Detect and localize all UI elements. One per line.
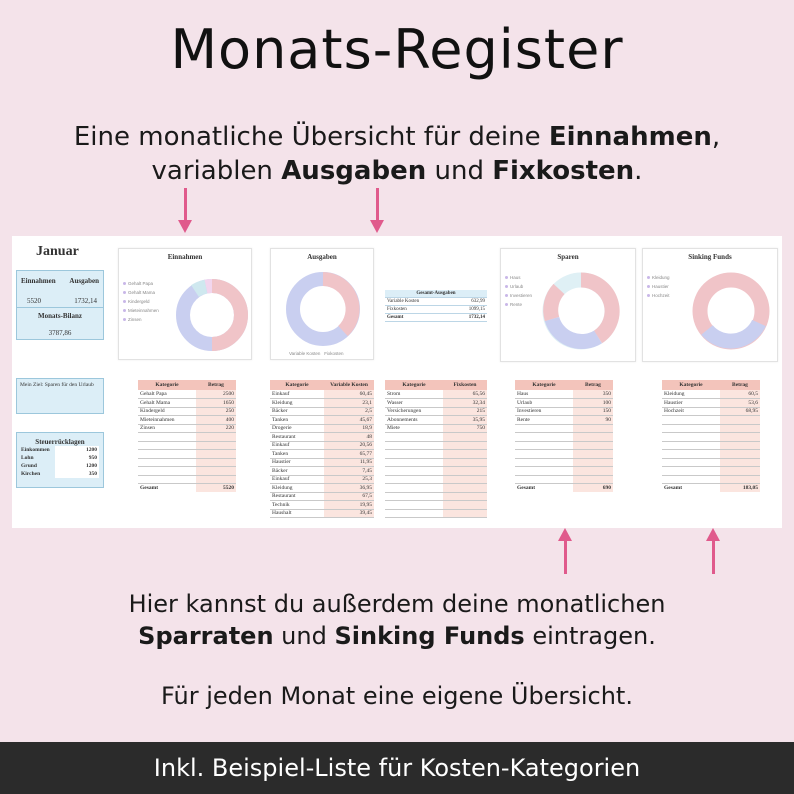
- table-row: [138, 390, 236, 399]
- cell: Miete: [385, 424, 443, 433]
- cell: 400: [196, 416, 236, 425]
- arrow-down-icon: [178, 188, 192, 234]
- footer-banner: Inkl. Beispiel-Liste für Kosten-Kategorien: [0, 742, 794, 794]
- chart-title: Sinking Funds: [688, 253, 732, 261]
- cell: Bäcker: [270, 407, 324, 416]
- table-row: [138, 407, 236, 416]
- donut-segment: [212, 286, 241, 344]
- legend-item: Haustier: [647, 282, 670, 291]
- subtitle-text: ,: [711, 122, 721, 152]
- donut-segment: [552, 319, 598, 342]
- cell: 23,1: [324, 399, 374, 408]
- table-row: [385, 407, 487, 416]
- cell: 65,77: [324, 450, 374, 459]
- col-header: Fixkosten: [443, 380, 487, 390]
- steuer-row: [17, 462, 103, 470]
- einnahmen-label: Einnahmen: [21, 277, 56, 285]
- chart-title: Sparen: [557, 253, 579, 261]
- einnahmen-table: [138, 380, 236, 492]
- cell: Technik: [270, 501, 324, 510]
- cell: 750: [443, 424, 487, 433]
- cell: 2,5: [324, 407, 374, 416]
- steuer-row: [17, 470, 103, 478]
- legend-item: Fixkosten: [324, 351, 344, 356]
- legend-item: Haus: [505, 273, 532, 282]
- chart-title: Ausgaben: [307, 253, 337, 261]
- cell: Rente: [515, 416, 573, 425]
- bottom-text: [0, 588, 794, 652]
- cell: Drogerie: [270, 424, 324, 433]
- cell: 60,45: [324, 390, 374, 399]
- steuer-value: 350: [55, 470, 99, 478]
- legend-item: Mieteinnahmen: [123, 306, 159, 315]
- donut-segment: [581, 280, 612, 337]
- bottom-text-part: eintragen.: [524, 622, 656, 650]
- cell: Einkauf: [270, 441, 324, 450]
- cell: Restaurant: [270, 433, 324, 442]
- cell: 20,56: [324, 441, 374, 450]
- col-header: Kategorie: [385, 380, 443, 390]
- cell: Haushalt: [270, 509, 324, 518]
- cell: Zinsen: [138, 424, 196, 433]
- cell: Gesamt: [140, 485, 159, 491]
- col-header: Kategorie: [515, 380, 573, 390]
- total-row: [662, 484, 760, 493]
- bottom-bold-sparraten: Sparraten: [138, 622, 274, 650]
- chart-legend: [123, 279, 159, 324]
- cell: 68,95: [720, 407, 760, 416]
- cell: Restaurant: [270, 492, 324, 501]
- cell: Kleidung: [662, 390, 720, 399]
- goal-box: Mein Ziel: Sparen für den Urlaub: [16, 378, 104, 414]
- cell: 250: [196, 407, 236, 416]
- cell: 67,5: [324, 492, 374, 501]
- summary-box: [16, 270, 104, 340]
- cell: 53,6: [720, 399, 760, 408]
- cell: 90: [573, 416, 613, 425]
- cell: Haus: [515, 390, 573, 399]
- table-row: [270, 399, 374, 408]
- donut-chart: [687, 267, 775, 355]
- ausgaben-label: Ausgaben: [69, 277, 99, 285]
- col-header: Betrag: [573, 380, 613, 390]
- cell: Urlaub: [515, 399, 573, 408]
- donut-segment: [707, 323, 759, 341]
- table-row: [662, 407, 760, 416]
- table-row: [662, 390, 760, 399]
- steuer-row: [17, 446, 103, 454]
- cell: 45,67: [324, 416, 374, 425]
- cell: 100: [573, 399, 613, 408]
- cell: 60,5: [720, 390, 760, 399]
- cell: 220: [196, 424, 236, 433]
- col-header: Kategorie: [138, 380, 196, 390]
- table-row: [515, 407, 613, 416]
- arrow-up-icon: [558, 528, 572, 574]
- table-row: [270, 424, 374, 433]
- table-row: [270, 509, 374, 518]
- legend-item: Rente: [505, 300, 532, 309]
- table-row: [515, 390, 613, 399]
- cell: Kleidung: [270, 399, 324, 408]
- cell: Tanken: [270, 450, 324, 459]
- table-row: [662, 399, 760, 408]
- subtitle-text: und: [426, 156, 493, 186]
- variable-kosten-table: [270, 380, 374, 518]
- donut-chart: [283, 269, 363, 349]
- cell: 32,34: [443, 399, 487, 408]
- cell: 215: [443, 407, 487, 416]
- subtitle-text: variablen: [151, 156, 282, 186]
- sinking-funds-table: [662, 380, 760, 492]
- gesamt-key: Fixkosten: [385, 306, 450, 314]
- cell: Mieteinnahmen: [138, 416, 196, 425]
- donut-segment: [323, 279, 353, 331]
- steuer-box: [16, 432, 104, 488]
- bilanz-value: 3787,86: [48, 329, 72, 337]
- legend-item: Zinsen: [123, 315, 159, 324]
- cell: 18,9: [324, 424, 374, 433]
- subtitle: [0, 120, 794, 188]
- cell: Haustier: [270, 458, 324, 467]
- table-row: [270, 492, 374, 501]
- table-row: [515, 416, 613, 425]
- cell: 35,95: [443, 416, 487, 425]
- table-row: [138, 416, 236, 425]
- cell: Kindergeld: [138, 407, 196, 416]
- cell: Kleidung: [270, 484, 324, 493]
- steuer-title: Steuerrücklagen: [35, 438, 85, 446]
- donut-segment: [551, 289, 559, 319]
- total-row: [138, 484, 236, 493]
- arrow-down-icon: [370, 188, 384, 234]
- cell: Tanken: [270, 416, 324, 425]
- subtitle-bold-einnahmen: Einnahmen: [548, 122, 712, 152]
- cell: Abonnements: [385, 416, 443, 425]
- table-row: [270, 475, 374, 484]
- table-row: [270, 441, 374, 450]
- donut-segment: [206, 286, 212, 287]
- chart-legend: [289, 351, 343, 356]
- table-row: [270, 433, 374, 442]
- cell: Einkauf: [270, 475, 324, 484]
- cell: Versicherungen: [385, 407, 443, 416]
- cell: 65,56: [443, 390, 487, 399]
- cell: Bäcker: [270, 467, 324, 476]
- table-row: [270, 458, 374, 467]
- cell: 5520: [196, 484, 236, 493]
- steuer-value: 950: [55, 454, 99, 462]
- chart-title: Einnahmen: [167, 253, 203, 261]
- cell: Einkauf: [270, 390, 324, 399]
- arrow-up-icon: [706, 528, 720, 574]
- einnahmen-value: 5520: [27, 297, 41, 305]
- steuer-key: Lohn: [21, 455, 34, 461]
- col-header: Betrag: [196, 380, 236, 390]
- legend-item: Kleidung: [647, 273, 670, 282]
- legend-item: Investieren: [505, 291, 532, 300]
- cell: 7,45: [324, 467, 374, 476]
- gesamt-key: Gesamt: [385, 314, 450, 322]
- bottom-bold-sinking: Sinking Funds: [334, 622, 525, 650]
- gesamt-value: 1732,14: [450, 314, 487, 322]
- col-header: Betrag: [720, 380, 760, 390]
- cell: 48: [324, 433, 374, 442]
- gesamt-value: 632,99: [450, 298, 487, 306]
- spreadsheet-preview: [12, 236, 782, 528]
- cell: 11,95: [324, 458, 374, 467]
- cell: 19,95: [324, 501, 374, 510]
- table-row: [385, 416, 487, 425]
- table-row: [270, 467, 374, 476]
- cell: Wasser: [385, 399, 443, 408]
- table-row: [515, 399, 613, 408]
- subtitle-text: .: [634, 156, 643, 186]
- cell: 690: [573, 484, 613, 493]
- steuer-row: [17, 454, 103, 462]
- gesamt-key: Variable Kosten: [385, 298, 450, 306]
- cell: Gesamt: [664, 485, 683, 491]
- table-row: [270, 416, 374, 425]
- chart-card-einnahmen: [118, 248, 252, 360]
- page-title: Monats-Register: [170, 18, 624, 81]
- table-row: [385, 399, 487, 408]
- gesamt-ausgaben-table: [385, 290, 487, 322]
- bottom-line-2: Für jeden Monat eine eigene Übersicht.: [161, 682, 633, 710]
- cell: 183,05: [720, 484, 760, 493]
- donut-segment: [195, 287, 206, 291]
- steuer-value: 1200: [55, 462, 99, 470]
- bilanz-label: Monats-Bilanz: [17, 307, 103, 320]
- steuer-key: Kirchen: [21, 471, 41, 477]
- table-row: [385, 390, 487, 399]
- steuer-key: Einkommen: [21, 447, 50, 453]
- ausgaben-value: 1732,14: [74, 297, 97, 305]
- legend-item: Variable Kosten: [289, 351, 321, 356]
- cell: 39,45: [324, 509, 374, 518]
- subtitle-bold-fixkosten: Fixkosten: [492, 156, 635, 186]
- cell: 25,3: [324, 475, 374, 484]
- fixkosten-table: [385, 380, 487, 518]
- cell: 150: [573, 407, 613, 416]
- table-row: [270, 407, 374, 416]
- chart-legend: [505, 273, 532, 309]
- chart-card-sparen: [500, 248, 636, 362]
- cell: Gehalt Mama: [138, 399, 196, 408]
- legend-item: Gehalt Papa: [123, 279, 159, 288]
- table-row: [270, 450, 374, 459]
- cell: 350: [573, 390, 613, 399]
- cell: Strom: [385, 390, 443, 399]
- chart-card-ausgaben: [270, 248, 374, 360]
- cell: Gehalt Papa: [138, 390, 196, 399]
- donut-chart: [173, 271, 251, 357]
- cell: Hochzeit: [662, 407, 720, 416]
- gesamt-header: Gesamt-Ausgaben: [385, 290, 487, 298]
- legend-item: Urlaub: [505, 282, 532, 291]
- legend-item: Kindergeld: [123, 297, 159, 306]
- bottom-text-part: und: [273, 622, 335, 650]
- col-header: Kategorie: [270, 380, 324, 390]
- table-row: [138, 424, 236, 433]
- month-title: Januar: [36, 244, 79, 259]
- donut-chart: [537, 267, 625, 355]
- col-header: Kategorie: [662, 380, 720, 390]
- steuer-key: Grund: [21, 463, 37, 469]
- table-row: [138, 399, 236, 408]
- chart-card-sinking: [642, 248, 778, 362]
- gesamt-value: 1099,15: [450, 306, 487, 314]
- steuer-value: 1200: [55, 446, 99, 454]
- subtitle-text: Eine monatliche Übersicht für deine: [73, 122, 549, 152]
- cell: 36,95: [324, 484, 374, 493]
- cell: Haustier: [662, 399, 720, 408]
- table-row: [270, 484, 374, 493]
- sparen-table: [515, 380, 613, 492]
- chart-legend: [647, 273, 670, 300]
- table-row: [270, 501, 374, 510]
- bottom-line: Hier kannst du außerdem deine monatlichen: [128, 590, 666, 618]
- table-row: [385, 424, 487, 433]
- cell: Gesamt: [517, 485, 536, 491]
- total-row: [515, 484, 613, 493]
- cell: 1650: [196, 399, 236, 408]
- legend-item: Gehalt Mama: [123, 288, 159, 297]
- table-row: [270, 390, 374, 399]
- cell: Investieren: [515, 407, 573, 416]
- subtitle-bold-ausgaben: Ausgaben: [281, 156, 427, 186]
- col-header: Variable Kosten: [324, 380, 374, 390]
- cell: 2500: [196, 390, 236, 399]
- legend-item: Hochzeit: [647, 291, 670, 300]
